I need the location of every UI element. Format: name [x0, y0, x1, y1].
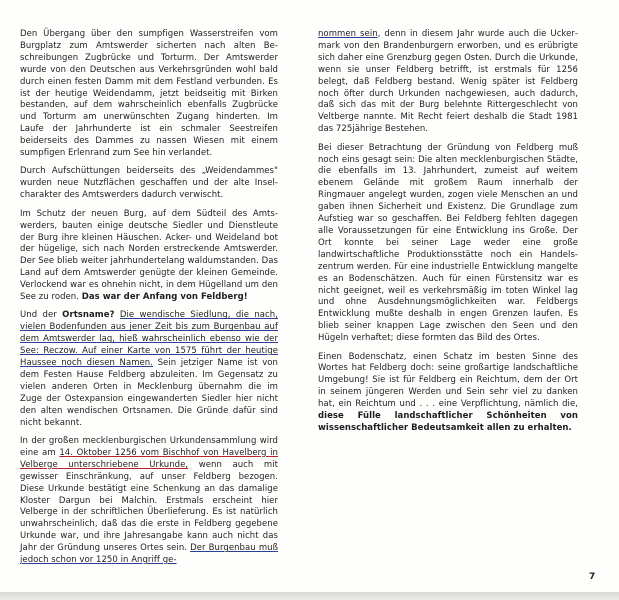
- paragraph-text: Durch Aufschüttungen beiderseits des „Weidendammes" wurden neue Nutzflächen geschaffen und der alte Inselcharakter des Amtswerders dadurch verwischt.: [20, 166, 278, 201]
- paragraph-text: Im Schutz der neuen Burg, auf dem Südteil des Amtswerders, bauten einige deutsche Siedler und Dienstleute der Burg ihre kleinen Häuschen. Acker- und Weideland bot der hügelige, sich nach Norden erstreckende Amtswerder. Der See blieb weiter jahrhundertelang waldumstanden. Das Land auf dem Amtswerder genügte der kleinen Gemeinde. Verlockend war es ohnehin nicht, in dem Hügelland um den See zu roden.: [20, 208, 278, 303]
- bold-question: Ortsname?: [62, 310, 115, 321]
- bold-statement: diese Fülle landschaftlicher Schönheiten von wissenschaftlicher Bedeutsamkeit allen zu erhalten.: [318, 411, 578, 433]
- paragraph-text: wenn auch mit gewisser Einschränkung, auf unser Feldberg bezogen. Diese Urkunde bestätigt eine Schenkung an das damalige Kloster Dargun bei Malchin. Erstmals erscheint hier Velberge in der schriftlichen Überlieferung. Es ist natürlich unwahrscheinlich, daß das die erste in Feldberg gegebene Urkunde war, und ihre Jahresangabe kann auch nicht das Jahr der Gründung unseres Ortes sein.: [20, 459, 278, 554]
- underlined-passage-blue: Die wendische Siedlung, die nach, vielen Bodenfunden aus jener Zeit bis zum Burgenbau auf dem Amtswerder lag, hieß wahrscheinlich ebenso wie der See: Reczow. Auf einer Karte von 1575 führt der heutige Haussee noch diesen Namen.: [20, 310, 278, 369]
- bold-statement: Das war der Anfang von Feldberg!: [81, 292, 248, 303]
- paragraph-aufschuettungen: [20, 166, 278, 202]
- underlined-passage-blue: nommen sein: [318, 29, 378, 39]
- page-bottom-edge: [0, 592, 619, 600]
- paragraph-text: Den Übergang über den sumpfigen Wasserstreifen vom Burgplatz zum Amtswerder sicherten nach alten Beschreibungen Zugbrücke und Torturm. Der Amtswerder wurde von den Deutschen aus Verkehrsgründen wohl bald durch einen festen Damm mit dem Festland verbunden. Es ist der heutige Weidendamm, jetzt beidseitig mit Birken bestanden, auf dem wahrscheinlich ebenfalls Zugbrücke und Torturm am unerwünschten Zugang hinderten. Im Laufe der Jahrhunderte ist ein schmaler Seestreifen beiderseits des Dammes zu nassen Wiesen mit einem sumpfigen Erlenrand zum See hin verlandet.: [20, 29, 278, 159]
- left-column: [20, 29, 278, 573]
- paragraph-betrachtung: [318, 143, 578, 345]
- paragraph-text: In der großen mecklenburgischen Urkundensammlung wird eine am: [20, 436, 278, 458]
- paragraph-uckermark: [318, 29, 578, 136]
- paragraph-text: Sein jetziger Name ist von dem Festen Hause Feldberg abzuleiten. Im Gegensatz zu vielen anderen Orten in Mecklenburg übernahm die im Zuge der Ostexpansion eingewanderten Siedler hier nicht den alten wendischen Ortsnamen. Die Gründe dafür sind nicht bekannt.: [20, 358, 278, 428]
- paragraph-uebergang: [20, 29, 278, 160]
- paragraph-bodenschatz: [318, 352, 578, 435]
- paragraph-ortsname: [20, 310, 278, 429]
- paragraph-text: Bei dieser Betrachtung der Gründung von Feldberg muß noch eins gesagt sein: Die alten mecklenburgischen Städte, die ebenfalls im 13. Jahrhundert, zumeist auf weitem ebenem Gelände mit großem Raum innerhalb der Ringmauer angelegt wurden, zogen viele Menschen an und gaben ihnen Sicherheit und Existenz. Die Grundlage zum Aufstieg war so geschaffen. Bei Feldberg fehlten dagegen alle Voraussetzungen für eine Entwicklung ins Große. Der Ort konnte bei seiner Lage weder eine große landwirtschaftliche Produktionsstätte noch ein Handelszentrum werden. Für eine industrielle Entwicklung mangelte es an Bodenschätzen. Auch für einen Fürstensitz war es nicht geeignet, weil es verkehrsmäßig im toten Winkel lag und ohne Ausdehnungsmöglichkeiten war. Feldbergs Entwicklung mußte deshalb in engen Grenzen laufen. Es blieb seiner knappen Lage zwischen den Seen und den Hügeln verhaftet; diese formten das Bild des Ortes.: [318, 142, 578, 344]
- underlined-passage-blue: Der Burgenbau muß jedoch schon vor 1250 in Angriff ge-: [20, 543, 278, 566]
- paragraph-urkunde: [20, 436, 278, 567]
- paragraph-text: Einen Bodenschatz, einen Schatz im besten Sinne des Wortes hat Feldberg doch: seine großartige landschaftliche Umgebung! Sie ist für Feldberg ein Reichtum, dem der Ort in seinem jüngeren Werden und Sein sehr viel zu danken hat, ein Reichtum und . . . eine Verpflichtung, nämlich die,: [318, 351, 578, 410]
- right-column: [318, 29, 578, 441]
- paragraph-text: , denn in diesem Jahr wurde auch die Uckermark von den Brandenburgern erworben, und es erübrigte sich daher eine Grenzburg gegen Osten. Durch die Urkunde, wenn sie unser Feldberg betrifft, ist erstmals für 1256 belegt, daß Feldberg bestand. Wenig später ist Feldberg noch öfter durch Urkunden nachgewiesen, auch dadurch, daß sich das mit der Burg belehnte Rittergeschlecht von Veltberge nannte. Mit Recht feiert deshalb die Stadt 1981 das 725jährige Bestehen.: [318, 29, 578, 135]
- page-number: 7: [589, 572, 596, 582]
- paragraph-text: Und der: [20, 310, 63, 321]
- underlined-passage-red: 14. Oktober 1256 vom Bischhof von Havelberg in Velberge unterschriebene Urkunde,: [20, 447, 278, 470]
- paragraph-schutz-der-burg: [20, 209, 278, 304]
